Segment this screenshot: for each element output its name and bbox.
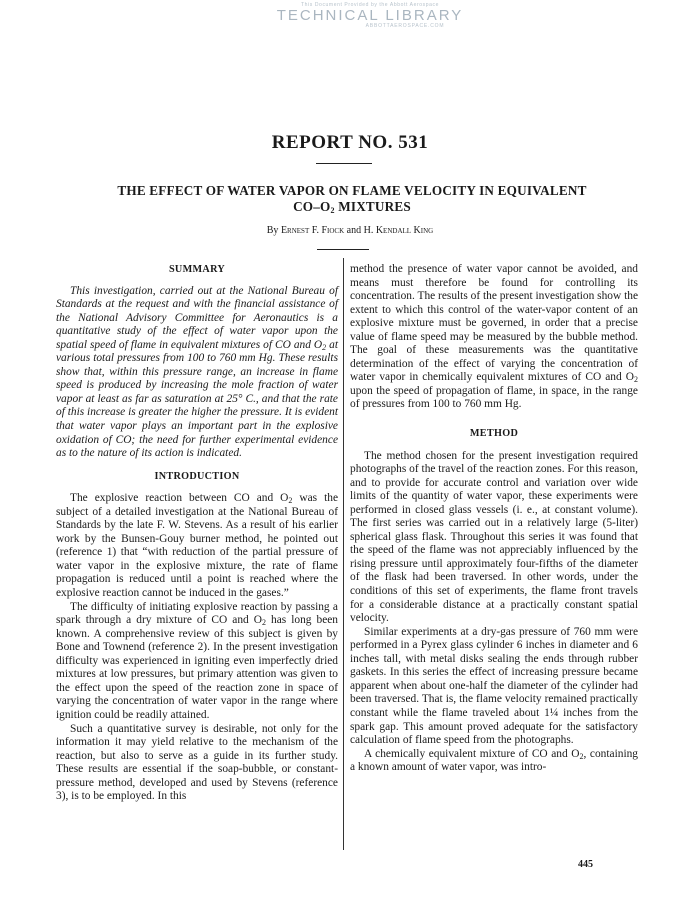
summary-text-b: at various total pressures from 100 to 760 mm Hg. These results show that, within this pressure range, an increase in flame speed is produced by increasing the mole fraction of water vapor at least as far as saturation at 25° C., and that the rate of this increase is greater the higher the pressure. It is evident that water vapor plays an important part in the explosive oxidation of CO; the need for further experimental evidence as to the nature of its action is indicated. bbox=[56, 338, 338, 460]
subscript: 2 bbox=[579, 751, 584, 761]
author-1: Ernest F. Fiock bbox=[280, 225, 345, 236]
subscript: 2 bbox=[288, 496, 293, 506]
author-2: H. Kendall King bbox=[363, 225, 434, 236]
watermark-title: TECHNICAL LIBRARY bbox=[276, 7, 464, 24]
report-number: REPORT NO. 531 bbox=[271, 132, 429, 153]
column-divider bbox=[343, 258, 344, 850]
authors-by: By bbox=[266, 225, 279, 236]
title-line-1: THE EFFECT OF WATER VAPOR ON FLAME VELOCITY IN EQUIVALENT bbox=[117, 183, 587, 198]
subscript: 2 bbox=[261, 618, 266, 628]
watermark-url: ABBOTTAEROSPACE.COM bbox=[365, 23, 445, 29]
method-p3-b: , containing a known amount of water vapor, was intro- bbox=[350, 747, 638, 774]
page-number: 445 bbox=[578, 859, 593, 870]
subscript: 2 bbox=[322, 342, 327, 352]
intro-paragraph-1 bbox=[56, 492, 338, 600]
intro-paragraph-3: Such a quantitative survey is desirable, not only for the information it may yield relative to the mechanism of the reaction, but also to serve as a guide in its further study. These results are essential if the soap-bubble, or constant-pressure method, developed and used by Stevens (reference 3), is to be employed. In this bbox=[56, 722, 338, 803]
watermark bbox=[270, 2, 470, 29]
intro-p4-a: method the presence of water vapor cannot be avoided, and means must therefore be found for controlling its concentration. The results of the present investigation show the extent to which this control of the water-vapor content of an explosive mixture must be governed, in order that a precise value of flame speed may be measured by the bubble method. The goal of these measurements was the quantitative determination of the effect of varying the concentration of water vapor in chemically equivalent mixtures of CO and O bbox=[350, 263, 638, 384]
title-mixtures: MIXTURES bbox=[334, 198, 411, 214]
method-p3-a: A chemically equivalent mixture of CO and O bbox=[364, 747, 580, 760]
subscript: 2 bbox=[330, 205, 335, 215]
title-line-2 bbox=[70, 199, 634, 215]
intro-p2-b: has long been known. A comprehensive review of this subject is given by Bone and Townend (reference 2). In the present investigation difficulty was experienced in igniting even imperfectly dried mixtures at low pressures, but primary attention was given to the effect upon the speed of the reaction zone in space of varying the concentration of water vapor in the range where ignition could be readily attained. bbox=[56, 614, 339, 721]
method-paragraph-3 bbox=[350, 748, 638, 775]
left-column bbox=[56, 263, 338, 804]
summary-heading: SUMMARY bbox=[168, 264, 226, 275]
method-paragraph-1: The method chosen for the present investigation required photographs of the travel of the reaction zones. For this reason, and to provide for accurate control and variation over wide limits of the quantity of water vapor, these experiments were performed in closed glass vessels (i. e., at constant volume). The first series was carried out in a relatively large (5-liter) spherical glass flask. Throughout this series it was found that the speed of the flame was not appreciably influenced by the rising pressure until approximately four-fifths of the diameter of the flask had been traversed. In other words, under the conditions of this set of experiments, the flame front travels for a considerable distance at a practically constant spatial velocity. bbox=[350, 449, 638, 625]
paper-title bbox=[70, 183, 634, 214]
authors-line bbox=[0, 225, 700, 236]
watermark-top-text: This Document Provided by the Abbott Aerospace bbox=[301, 2, 439, 8]
intro-p1-a: The explosive reaction between CO and O bbox=[70, 492, 289, 505]
intro-p1-b: was the subject of a detailed investigation at the National Bureau of Standards by the late F. W. Stevens. As a result of his earlier work by the Bunsen-Gouy burner method, he pointed out (reference 1) that “with reduction of the partial pressure of water vapor in the explosive mixture, the rate of flame propagation is reduced until a point is reached where the explosive reaction cannot be induced in the gases.” bbox=[56, 492, 339, 600]
right-column bbox=[350, 263, 638, 775]
summary-paragraph bbox=[56, 285, 338, 461]
authors-divider bbox=[317, 249, 369, 250]
subscript: 2 bbox=[634, 375, 638, 385]
method-heading: METHOD bbox=[469, 428, 519, 440]
introduction-heading: INTRODUCTION bbox=[154, 470, 240, 482]
intro-paragraph-2 bbox=[56, 601, 338, 723]
title-chem-co-o: CO–O bbox=[293, 198, 331, 214]
intro-paragraph-3-continued bbox=[350, 263, 638, 412]
intro-p2-a: The difficulty of initiating explosive reaction by passing a spark through a dry mixture of CO and O bbox=[56, 600, 338, 627]
authors-and: and bbox=[346, 225, 362, 236]
title-divider bbox=[316, 163, 372, 164]
method-paragraph-2: Similar experiments at a dry-gas pressure of 760 mm were performed in a Pyrex glass cylinder 6 inches in diameter and 6 inches tall, with metal disks sealing the ends through rubber gaskets. In this series the effect of increasing pressure became apparent when about one-half the diameter of the cylinder had been traversed. That is, the flame velocity remained practically constant while the flame traveled about 1¼ inches from the spark gap. This amount proved adequate for the satisfactory calculation of flame speed from the photographs. bbox=[350, 625, 638, 747]
intro-p4-b: upon the speed of propagation of flame, in space, in the range of pressures from 100 to 760 mm Hg. bbox=[350, 384, 638, 411]
summary-text-a: This investigation, carried out at the National Bureau of Standards at the request and with the financial assistance of the National Advisory Committee for Aeronautics is a quantitative study of the effect of water vapor upon the spatial speed of flame in equivalent mixtures of CO and O bbox=[56, 284, 338, 351]
